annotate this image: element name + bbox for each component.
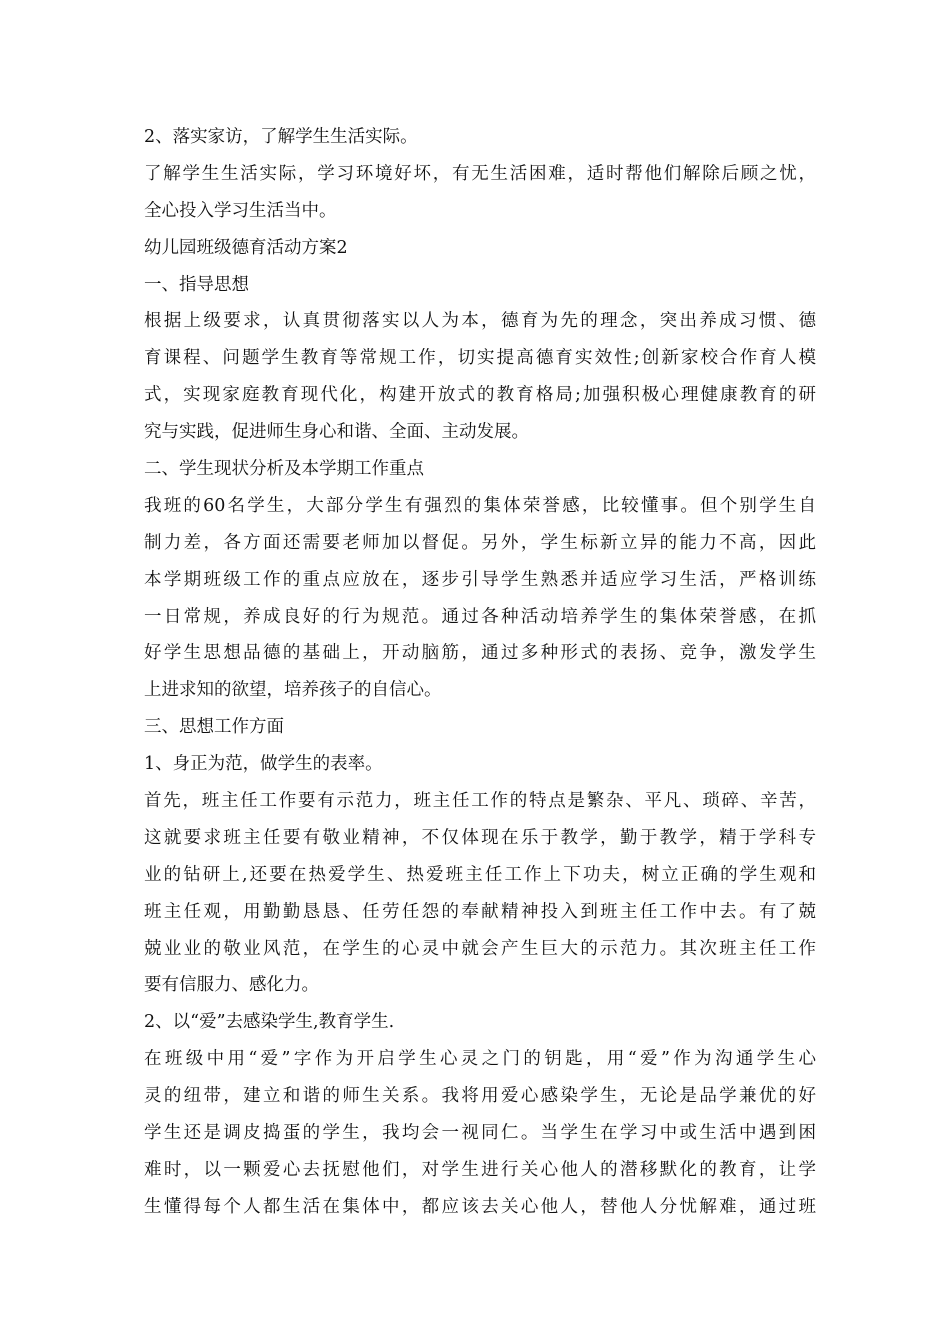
paragraph-line: 育课程、问题学生教育等常规工作，切实提高德育实效性;创新家校合作育人模 — [144, 348, 816, 369]
section-heading-ideological-work: 三、思想工作方面 — [144, 717, 284, 738]
paragraph-line: 班主任观，用勤勤恳恳、任劳任怨的奉献精神投入到班主任工作中去。有了兢 — [144, 901, 816, 922]
paragraph-line: 好学生思想品德的基础上，开动脑筋，通过多种形式的表扬、竞争，激发学生 — [144, 643, 816, 664]
paragraph-line: 式，实现家庭教育现代化，构建开放式的教育格局;加强积极心理健康教育的研 — [144, 385, 816, 406]
paragraph-line: 制力差，各方面还需要老师加以督促。另外，学生标新立异的能力不高，因此 — [144, 532, 816, 553]
paragraph-line: 本学期班级工作的重点应放在，逐步引导学生熟悉并适应学习生活，严格训练 — [144, 569, 816, 590]
subheading-set-example: 1、身正为范，做学生的表率。 — [144, 754, 383, 775]
paragraph-line: 在班级中用“爱”字作为开启学生心灵之门的钥匙，用“爱”作为沟通学生心 — [144, 1049, 816, 1070]
subheading-love: 2、以“爱”去感染学生,教育学生. — [144, 1012, 395, 1033]
paragraph-line: 这就要求班主任要有敬业精神，不仅体现在乐于教学，勤于教学，精于学科专 — [144, 827, 816, 848]
paragraph-line: 一日常规，养成良好的行为规范。通过各种活动培养学生的集体荣誉感，在抓 — [144, 606, 816, 627]
paragraph-line: 业的钻研上,还要在热爱学生、热爱班主任工作上下功夫，树立正确的学生观和 — [144, 864, 816, 885]
heading-home-visit: 2、落实家访，了解学生生活实际。 — [144, 127, 418, 147]
document-body — [144, 119, 816, 1226]
paragraph-line: 要有信服力、感化力。 — [144, 975, 319, 996]
paragraph-line: 首先，班主任工作要有示范力，班主任工作的特点是繁杂、平凡、琐碎、辛苦， — [144, 791, 816, 812]
paragraph-line: 根据上级要求，认真贯彻落实以人为本，德育为先的理念，突出养成习惯、德 — [144, 311, 816, 332]
paragraph-line: 我班的60名学生，大部分学生有强烈的集体荣誉感，比较懂事。但个别学生自 — [144, 495, 816, 516]
section-heading-student-analysis: 二、学生现状分析及本学期工作重点 — [144, 459, 424, 480]
section-heading-guiding-ideology: 一、指导思想 — [144, 274, 249, 295]
paragraph-line: 全心投入学习生活当中。 — [144, 200, 337, 221]
paragraph-line: 难时，以一颗爱心去抚慰他们，对学生进行关心他人的潜移默化的教育，让学 — [144, 1159, 816, 1180]
paragraph-line: 上进求知的欲望，培养孩子的自信心。 — [144, 680, 442, 701]
paragraph-line: 兢业业的敬业风范，在学生的心灵中就会产生巨大的示范力。其次班主任工作 — [144, 938, 816, 959]
paragraph-line: 学生还是调皮捣蛋的学生，我均会一视同仁。当学生在学习中或生活中遇到困 — [144, 1123, 816, 1144]
paragraph-line: 灵的纽带，建立和谐的师生关系。我将用爱心感染学生，无论是品学兼优的好 — [144, 1086, 816, 1107]
paragraph-line: 生懂得每个人都生活在集体中，都应该去关心他人，替他人分忧解难，通过班 — [144, 1196, 816, 1217]
paragraph-line: 究与实践，促进师生身心和谐、全面、主动发展。 — [144, 422, 529, 443]
paragraph-line: 了解学生生活实际，学习环境好坏，有无生活困难，适时帮他们解除后顾之忧， — [144, 163, 816, 184]
document-title: 幼儿园班级德育活动方案2 — [144, 237, 348, 258]
